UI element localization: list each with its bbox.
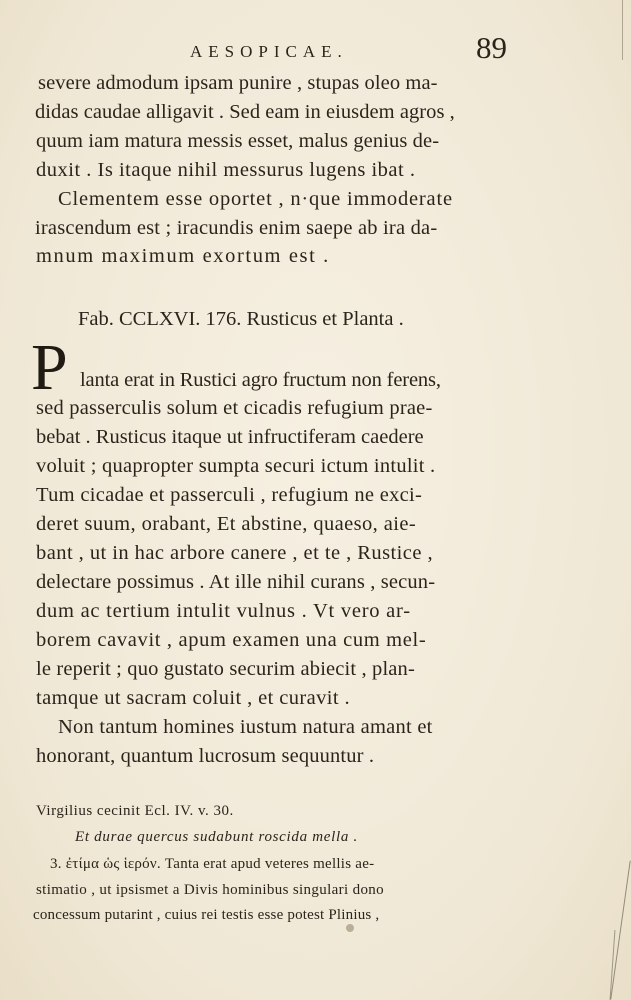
text-line: severe admodum ipsam punire , stupas oleo ma- xyxy=(38,72,438,94)
text-line: quum iam matura messis esset, malus genius de- xyxy=(36,130,440,152)
text-line: didas caudae alligavit . Sed eam in eiusdem agros , xyxy=(35,101,455,123)
text-line: delectare possimus . At ille nihil curans , secun- xyxy=(36,571,436,593)
text-line: le reperit ; quo gustato securim abiecit , plan- xyxy=(36,658,415,680)
text-line: bant , ut in hac arbore canere , et te , Rustice , xyxy=(36,542,434,564)
text-line: irascendum est ; iracundis enim saepe ab ira da- xyxy=(35,217,438,239)
text-line: mnum maximum exortum est . xyxy=(36,245,330,267)
ink-blot xyxy=(346,924,354,932)
fable-heading: Fab. CCLXVI. 176. Rusticus et Planta . xyxy=(78,308,404,330)
text-line: Clementem esse oportet , n·que immoderate xyxy=(58,188,453,210)
footnote-line: stimatio , ut ipsismet a Divis hominibus singulari dono xyxy=(36,882,384,898)
footnote-line: 3. ἐτίμα ὡς ἱερόν. Tanta erat apud veteres mellis ae- xyxy=(50,856,375,872)
text-line: voluit ; quapropter sumpta securi ictum intulit . xyxy=(36,455,436,477)
footnote-line: Virgilius cecinit Ecl. IV. v. 30. xyxy=(36,803,234,819)
text-line: lanta erat in Rustici agro fructum non ferens, xyxy=(80,369,441,391)
text-line: dum ac tertium intulit vulnus . Vt vero ar- xyxy=(36,600,411,622)
text-line: honorant, quantum lucrosum sequuntur . xyxy=(36,745,375,767)
text-line: tamque ut sacram coluit , et curavit . xyxy=(36,687,351,709)
margin-mark xyxy=(610,861,631,1000)
footnote-line: Et durae quercus sudabunt roscida mella . xyxy=(75,829,358,845)
text-line: borem cavavit , apum examen una cum mel- xyxy=(36,629,427,651)
text-line: deret suum, orabant, Et abstine, quaeso, aie- xyxy=(36,513,417,535)
text-line: Tum cicadae et passerculi , refugium ne exci- xyxy=(36,484,423,506)
footnote-line: concessum putarint , cuius rei testis esse potest Plinius , xyxy=(33,907,380,923)
text-line: sed passerculis solum et cicadis refugium prae- xyxy=(36,397,433,419)
running-title: AESOPICAE. xyxy=(190,42,348,61)
page-number: 89 xyxy=(476,30,507,65)
text-line: duxit . Is itaque nihil messurus lugens ibat . xyxy=(36,159,416,181)
drop-cap: P xyxy=(31,331,68,404)
text-line: bebat . Rusticus itaque ut infructiferam caedere xyxy=(36,426,424,448)
text-line: Non tantum homines iustum natura amant et xyxy=(58,716,433,738)
margin-mark xyxy=(622,0,623,60)
